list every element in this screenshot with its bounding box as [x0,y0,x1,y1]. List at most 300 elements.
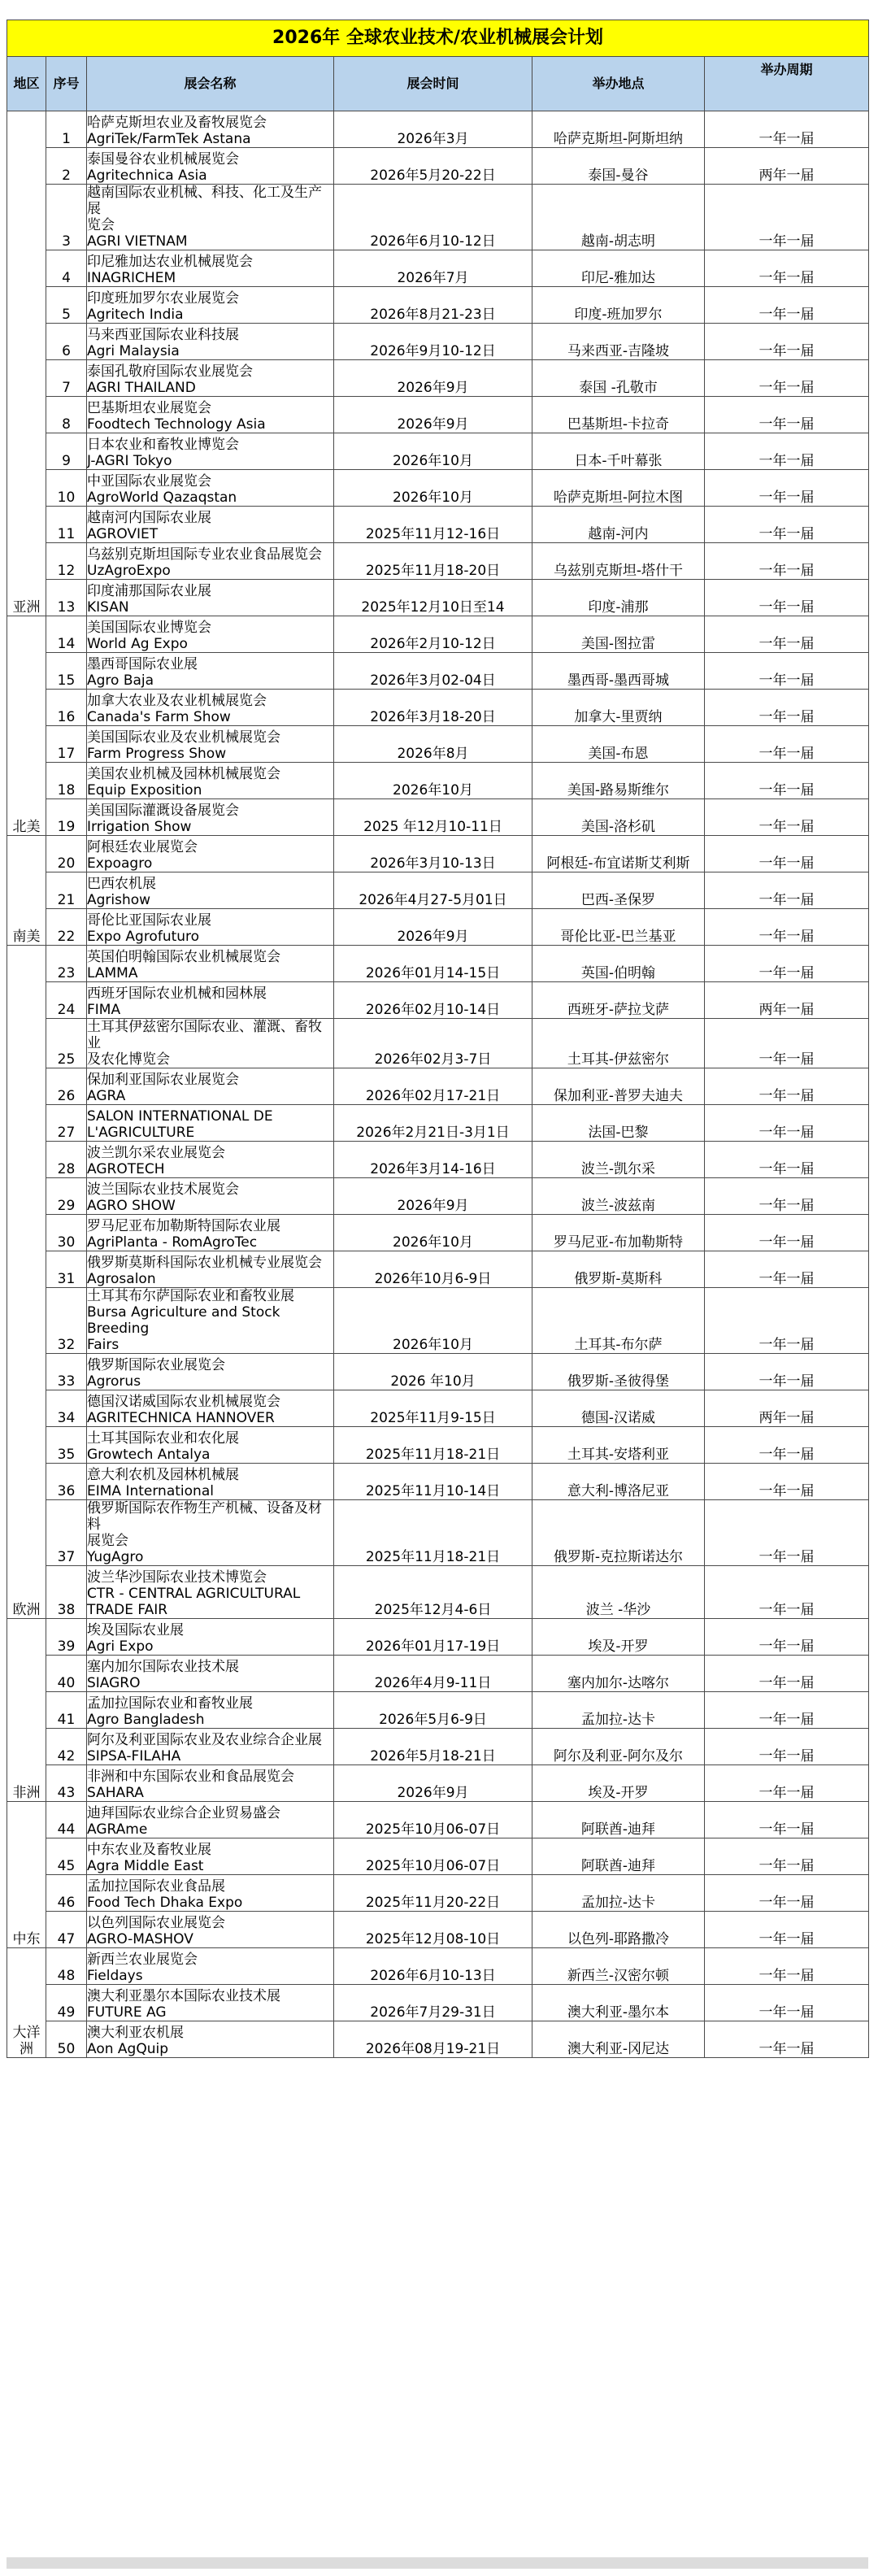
seq-cell: 43 [46,1765,87,1802]
exhibition-name-cell [87,1178,334,1215]
table-row [7,470,869,507]
exhibition-name-cell [87,1838,334,1875]
exhibition-cycle-cell: 一年一届 [705,2021,869,2058]
header-cycle: 举办周期 [705,57,869,111]
table-row [7,1838,869,1875]
exhibition-time-cell: 2026年3月02-04日 [334,653,532,690]
exhibition-cycle-cell: 一年一届 [705,1215,869,1251]
exhibition-name-line: FUTURE AG [87,2004,167,2021]
exhibition-name-line: TRADE FAIR [87,1602,168,1618]
table-row [7,111,869,148]
exhibition-name-line: Equip Exposition [87,782,202,798]
exhibition-name-line: Canada's Farm Show [87,709,231,725]
table-row [7,1142,869,1178]
exhibition-cycle-cell: 一年一届 [705,1985,869,2021]
exhibition-name-line: Fieldays [87,1968,143,1984]
exhibition-time-cell: 2026年01月17-19日 [334,1619,532,1656]
exhibition-name-cell [87,433,334,470]
table-row [7,287,869,324]
exhibition-name-cell [87,111,334,148]
table-row [7,1729,869,1765]
exhibition-name-line: Agrosalon [87,1271,156,1287]
exhibition-name-line: AgriPlanta - RomAgroTec [87,1234,258,1251]
table-row [7,2021,869,2058]
exhibition-place-cell: 波兰 -华沙 [532,1566,705,1619]
exhibition-place-cell: 印尼-雅加达 [532,250,705,287]
exhibition-cycle-cell: 一年一届 [705,616,869,653]
region-cell: 大洋洲 [7,1948,46,2058]
exhibition-name-cell [87,1985,334,2021]
exhibition-time-cell: 2026年10月 [334,470,532,507]
table-row [7,1912,869,1948]
exhibition-time-cell: 2025年12月08-10日 [334,1912,532,1948]
seq-cell: 33 [46,1354,87,1390]
exhibition-name-line: INAGRICHEM [87,270,176,286]
seq-cell: 23 [46,946,87,982]
table-row [7,360,869,397]
exhibition-name-line: KISAN [87,599,129,616]
exhibition-name-line: 巴西农机展 [87,876,156,892]
exhibition-place-cell: 美国-图拉雷 [532,616,705,653]
exhibition-place-cell: 泰国 -孔敬市 [532,360,705,397]
exhibition-name-cell [87,185,334,250]
exhibition-name-line: 美国农业机械及园林机械展览会 [87,766,280,782]
table-row [7,690,869,726]
exhibition-place-cell: 孟加拉-达卡 [532,1875,705,1912]
exhibition-cycle-cell: 一年一届 [705,360,869,397]
seq-cell: 2 [46,148,87,185]
region-cell: 中东 [7,1802,46,1948]
exhibition-place-cell: 阿联酋-迪拜 [532,1838,705,1875]
exhibition-name-line: 孟加拉国际农业食品展 [87,1878,225,1895]
seq-cell: 1 [46,111,87,148]
exhibition-name-cell [87,1354,334,1390]
table-row [7,1656,869,1692]
exhibition-name-line: 波兰华沙国际农业技术博览会 [87,1569,267,1586]
exhibition-name-line: 俄罗斯国际农作物生产机械、设备及材料 [87,1500,322,1533]
seq-cell: 48 [46,1948,87,1985]
exhibition-time-cell: 2026年02月3-7日 [334,1019,532,1068]
exhibition-place-cell: 哥伦比亚-巴兰基亚 [532,909,705,946]
exhibition-time-cell: 2026年9月 [334,360,532,397]
exhibition-name-cell [87,1566,334,1619]
seq-cell: 47 [46,1912,87,1948]
exhibition-name-line: 泰国曼谷农业机械展览会 [87,151,239,168]
table-row [7,1019,869,1068]
seq-cell: 20 [46,836,87,872]
exhibition-name-line: 巴基斯坦农业展览会 [87,400,211,416]
seq-cell: 37 [46,1500,87,1566]
seq-cell: 29 [46,1178,87,1215]
exhibition-cycle-cell: 一年一届 [705,1354,869,1390]
seq-cell: 19 [46,799,87,836]
bottom-scroll-band [7,2557,868,2569]
exhibition-time-cell: 2026年5月20-22日 [334,148,532,185]
exhibition-time-cell: 2025年11月12-16日 [334,507,532,543]
exhibition-time-cell: 2026年2月10-12日 [334,616,532,653]
exhibition-cycle-cell: 一年一届 [705,397,869,433]
exhibition-name-line: 览会 [87,217,115,233]
exhibition-cycle-cell: 一年一届 [705,1656,869,1692]
exhibition-name-line: 加拿大农业及农业机械展览会 [87,693,267,709]
exhibition-name-cell [87,1390,334,1427]
table-row [7,250,869,287]
exhibition-name-cell [87,580,334,616]
exhibition-name-cell [87,1251,334,1288]
exhibition-name-cell [87,360,334,397]
seq-cell: 21 [46,872,87,909]
exhibition-place-cell: 哈萨克斯坦-阿斯坦纳 [532,111,705,148]
exhibition-cycle-cell: 一年一届 [705,1251,869,1288]
exhibition-time-cell: 2026年9月 [334,1765,532,1802]
region-cell: 南美 [7,836,46,946]
seq-cell: 34 [46,1390,87,1427]
exhibition-name-cell [87,1729,334,1765]
exhibition-name-line: Agro Bangladesh [87,1712,205,1728]
exhibition-cycle-cell: 一年一届 [705,909,869,946]
exhibition-time-cell: 2025 年12月10-11日 [334,799,532,836]
exhibition-name-cell [87,1948,334,1985]
seq-cell: 40 [46,1656,87,1692]
exhibition-name-cell [87,872,334,909]
seq-cell: 14 [46,616,87,653]
region-cell: 非洲 [7,1619,46,1802]
exhibition-cycle-cell: 一年一届 [705,433,869,470]
exhibition-place-cell: 马来西亚-吉隆坡 [532,324,705,360]
seq-cell: 45 [46,1838,87,1875]
seq-cell: 3 [46,185,87,250]
exhibition-name-cell [87,1068,334,1105]
exhibition-cycle-cell: 一年一届 [705,1802,869,1838]
exhibition-time-cell: 2026年10月 [334,1215,532,1251]
seq-cell: 7 [46,360,87,397]
table-row [7,1105,869,1142]
exhibition-cycle-cell: 一年一届 [705,1948,869,1985]
exhibition-cycle-cell: 一年一届 [705,287,869,324]
exhibition-place-cell: 阿尔及利亚-阿尔及尔 [532,1729,705,1765]
exhibition-name-line: Expoagro [87,855,153,872]
exhibition-place-cell: 乌兹别克斯坦-塔什干 [532,543,705,580]
exhibition-name-cell [87,690,334,726]
table-row [7,580,869,616]
exhibition-place-cell: 澳大利亚-墨尔本 [532,1985,705,2021]
exhibition-cycle-cell: 一年一届 [705,1464,869,1500]
exhibition-time-cell: 2025年11月18-21日 [334,1500,532,1566]
exhibition-place-cell: 埃及-开罗 [532,1765,705,1802]
exhibition-name-line: 罗马尼亚布加勒斯特国际农业展 [87,1218,280,1234]
exhibition-time-cell: 2026 年10月 [334,1354,532,1390]
exhibition-cycle-cell: 两年一届 [705,982,869,1019]
exhibition-cycle-cell: 一年一届 [705,1068,869,1105]
exhibition-name-line: World Ag Expo [87,636,188,652]
exhibition-table [7,20,869,2058]
exhibition-name-line: Expo Agrofuturo [87,929,200,945]
exhibition-name-line: AGRO SHOW [87,1198,176,1214]
exhibition-name-line: SALON INTERNATIONAL DE [87,1108,273,1125]
exhibition-name-line: 越南河内国际农业展 [87,510,211,526]
exhibition-name-line: 土耳其布尔萨国际农业和畜牧业展 [87,1288,294,1304]
exhibition-time-cell: 2026年02月10-14日 [334,982,532,1019]
exhibition-name-line: 乌兹别克斯坦国际专业农业食品展览会 [87,546,322,563]
region-cell: 北美 [7,616,46,836]
exhibition-time-cell: 2026年9月 [334,909,532,946]
exhibition-place-cell: 美国-布恩 [532,726,705,763]
seq-cell: 4 [46,250,87,287]
exhibition-name-line: CTR - CENTRAL AGRICULTURAL [87,1586,301,1602]
exhibition-name-line: 迪拜国际农业综合企业贸易盛会 [87,1805,280,1821]
exhibition-cycle-cell: 一年一届 [705,690,869,726]
exhibition-cycle-cell: 一年一届 [705,1765,869,1802]
exhibition-place-cell: 俄罗斯-莫斯科 [532,1251,705,1288]
exhibition-place-cell: 巴基斯坦-卡拉奇 [532,397,705,433]
exhibition-cycle-cell: 一年一届 [705,946,869,982]
exhibition-cycle-cell: 两年一届 [705,148,869,185]
exhibition-time-cell: 2026年10月6-9日 [334,1251,532,1288]
exhibition-name-line: 印度浦那国际农业展 [87,583,211,599]
table-row [7,799,869,836]
exhibition-place-cell: 波兰-波兹南 [532,1178,705,1215]
seq-cell: 8 [46,397,87,433]
exhibition-name-line: 中东农业及畜牧业展 [87,1842,211,1858]
exhibition-name-line: Agri Expo [87,1638,154,1655]
exhibition-name-line: 以色列国际农业展览会 [87,1915,225,1931]
table-row [7,616,869,653]
exhibition-cycle-cell: 一年一届 [705,872,869,909]
exhibition-name-line: 土耳其伊兹密尔国际农业、灌溉、畜牧业 [87,1019,322,1051]
seq-cell: 25 [46,1019,87,1068]
exhibition-name-line: Bursa Agriculture and Stock Breeding [87,1304,280,1337]
seq-cell: 31 [46,1251,87,1288]
seq-cell: 6 [46,324,87,360]
exhibition-name-cell [87,287,334,324]
table-row [7,507,869,543]
exhibition-name-cell [87,616,334,653]
exhibition-name-line: 展览会 [87,1533,128,1549]
exhibition-name-cell [87,1215,334,1251]
exhibition-time-cell: 2026年3月18-20日 [334,690,532,726]
exhibition-place-cell: 埃及-开罗 [532,1619,705,1656]
exhibition-name-cell [87,1500,334,1566]
exhibition-time-cell: 2025年11月18-20日 [334,543,532,580]
exhibition-name-line: 德国汉诺威国际农业机械展览会 [87,1394,280,1410]
seq-cell: 38 [46,1566,87,1619]
exhibition-time-cell: 2026年3月10-13日 [334,836,532,872]
table-row [7,1390,869,1427]
exhibition-name-line: 埃及国际农业展 [87,1622,184,1638]
exhibition-name-line: 非洲和中东国际农业和食品展览会 [87,1769,294,1785]
exhibition-place-cell: 以色列-耶路撒冷 [532,1912,705,1948]
exhibition-cycle-cell: 一年一届 [705,543,869,580]
seq-cell: 35 [46,1427,87,1464]
exhibition-name-line: 美国国际农业及农业机械展览会 [87,729,280,746]
exhibition-name-line: 美国国际灌溉设备展览会 [87,803,239,819]
exhibition-cycle-cell: 一年一届 [705,1500,869,1566]
table-row [7,543,869,580]
exhibition-time-cell: 2025年11月20-22日 [334,1875,532,1912]
exhibition-name-line: YugAgro [87,1549,144,1565]
exhibition-time-cell: 2025年10月06-07日 [334,1802,532,1838]
exhibition-place-cell: 墨西哥-墨西哥城 [532,653,705,690]
exhibition-place-cell: 土耳其-安塔利亚 [532,1427,705,1464]
exhibition-time-cell: 2026年2月21日-3月1日 [334,1105,532,1142]
exhibition-name-cell [87,397,334,433]
exhibition-place-cell: 阿根廷-布宜诺斯艾利斯 [532,836,705,872]
table-row [7,653,869,690]
exhibition-name-cell [87,2021,334,2058]
exhibition-place-cell: 俄罗斯-圣彼得堡 [532,1354,705,1390]
exhibition-time-cell: 2025年12月4-6日 [334,1566,532,1619]
exhibition-name-cell [87,1692,334,1729]
exhibition-cycle-cell: 一年一届 [705,763,869,799]
exhibition-name-line: Agritechnica Asia [87,168,207,184]
seq-cell: 22 [46,909,87,946]
seq-cell: 50 [46,2021,87,2058]
exhibition-name-line: 新西兰农业展览会 [87,1952,198,1968]
seq-cell: 13 [46,580,87,616]
exhibition-cycle-cell: 一年一届 [705,111,869,148]
exhibition-place-cell: 哈萨克斯坦-阿拉木图 [532,470,705,507]
exhibition-place-cell: 英国-伯明翰 [532,946,705,982]
seq-cell: 15 [46,653,87,690]
exhibition-name-line: 塞内加尔国际农业技术展 [87,1659,239,1675]
exhibition-time-cell: 2026年7月29-31日 [334,1985,532,2021]
exhibition-name-line: 马来西亚国际农业科技展 [87,327,239,343]
table-row [7,1802,869,1838]
exhibition-name-line: Agro Baja [87,672,154,689]
exhibition-time-cell: 2026年10月 [334,1288,532,1354]
exhibition-time-cell: 2026年8月21-23日 [334,287,532,324]
exhibition-place-cell: 越南-胡志明 [532,185,705,250]
exhibition-place-cell: 新西兰-汉密尔顿 [532,1948,705,1985]
table-row [7,1875,869,1912]
header-region: 地区 [7,57,46,111]
exhibition-time-cell: 2025年12月10日至14 [334,580,532,616]
table-row [7,836,869,872]
exhibition-name-line: J-AGRI Tokyo [87,453,172,469]
exhibition-name-line: 哥伦比亚国际农业展 [87,912,211,929]
exhibition-time-cell: 2025年10月06-07日 [334,1838,532,1875]
exhibition-name-line: 墨西哥国际农业展 [87,656,198,672]
exhibition-place-cell: 日本-千叶幕张 [532,433,705,470]
exhibition-name-line: AGRITECHNICA HANNOVER [87,1410,275,1426]
exhibition-name-line: Agritech India [87,307,184,323]
seq-cell: 27 [46,1105,87,1142]
table-row [7,1500,869,1566]
exhibition-name-line: UzAgroExpo [87,563,171,579]
exhibition-name-cell [87,148,334,185]
table-row [7,1566,869,1619]
seq-cell: 30 [46,1215,87,1251]
exhibition-cycle-cell: 一年一届 [705,653,869,690]
exhibition-time-cell: 2026年5月18-21日 [334,1729,532,1765]
table-row [7,1354,869,1390]
exhibition-name-line: 英国伯明翰国际农业机械展览会 [87,949,280,965]
seq-cell: 5 [46,287,87,324]
exhibition-name-line: SIAGRO [87,1675,141,1691]
seq-cell: 24 [46,982,87,1019]
exhibition-name-cell [87,1656,334,1692]
exhibition-time-cell: 2026年01月14-15日 [334,946,532,982]
exhibition-name-line: Agrishow [87,892,151,908]
exhibition-place-cell: 波兰-凯尔采 [532,1142,705,1178]
exhibition-name-cell [87,1105,334,1142]
exhibition-cycle-cell: 一年一届 [705,185,869,250]
exhibition-name-cell [87,470,334,507]
exhibition-cycle-cell: 一年一届 [705,1692,869,1729]
exhibition-time-cell: 2025年11月10-14日 [334,1464,532,1500]
exhibition-name-cell [87,324,334,360]
exhibition-place-cell: 泰国-曼谷 [532,148,705,185]
table-row [7,148,869,185]
exhibition-name-line: 印尼雅加达农业机械展览会 [87,254,253,270]
exhibition-name-line: FIMA [87,1002,121,1018]
seq-cell: 26 [46,1068,87,1105]
exhibition-name-line: 越南国际农业机械、科技、化工及生产展 [87,185,322,217]
exhibition-cycle-cell: 一年一届 [705,470,869,507]
table-row [7,946,869,982]
table-row [7,1619,869,1656]
exhibition-time-cell: 2026年10月 [334,433,532,470]
exhibition-name-line: 泰国孔敬府国际农业展览会 [87,363,253,380]
exhibition-name-line: AGRI VIETNAM [87,233,188,250]
exhibition-name-line: Irrigation Show [87,819,192,835]
exhibition-name-cell [87,1765,334,1802]
exhibition-place-cell: 孟加拉-达卡 [532,1692,705,1729]
exhibition-cycle-cell: 一年一届 [705,1619,869,1656]
exhibition-name-line: 及农化博览会 [87,1051,170,1068]
exhibition-name-line: 西班牙国际农业机械和园林展 [87,986,267,1002]
exhibition-time-cell: 2026年4月27-5月01日 [334,872,532,909]
exhibition-name-line: Growtech Antalya [87,1447,211,1463]
exhibition-name-cell [87,507,334,543]
exhibition-name-cell [87,1875,334,1912]
exhibition-place-cell: 罗马尼亚-布加勒斯特 [532,1215,705,1251]
exhibition-cycle-cell: 一年一届 [705,1105,869,1142]
exhibition-name-line: 澳大利亚墨尔本国际农业技术展 [87,1988,280,2004]
exhibition-name-cell [87,1912,334,1948]
exhibition-time-cell: 2026年02月17-21日 [334,1068,532,1105]
exhibition-time-cell: 2026年4月9-11日 [334,1656,532,1692]
exhibition-cycle-cell: 一年一届 [705,1288,869,1354]
table-row [7,726,869,763]
exhibition-place-cell: 美国-路易斯维尔 [532,763,705,799]
region-cell: 亚洲 [7,111,46,616]
exhibition-name-line: Agrorus [87,1373,141,1390]
exhibition-name-line: 波兰国际农业技术展览会 [87,1181,239,1198]
seq-cell: 11 [46,507,87,543]
exhibition-cycle-cell: 一年一届 [705,836,869,872]
exhibition-name-cell [87,1288,334,1354]
exhibition-name-cell [87,726,334,763]
exhibition-name-line: 印度班加罗尔农业展览会 [87,290,239,307]
table-row [7,324,869,360]
table-row [7,872,869,909]
table-row [7,909,869,946]
exhibition-name-line: 波兰凯尔采农业展览会 [87,1145,225,1161]
exhibition-name-line: Agra Middle East [87,1858,204,1874]
seq-cell: 18 [46,763,87,799]
seq-cell: 17 [46,726,87,763]
exhibition-cycle-cell: 一年一届 [705,1566,869,1619]
exhibition-time-cell: 2026年10月 [334,763,532,799]
header-name: 展会名称 [87,57,334,111]
table-title: 2026年 全球农业技术/农业机械展会计划 [7,20,869,57]
table-row [7,433,869,470]
seq-cell: 39 [46,1619,87,1656]
exhibition-place-cell: 阿联酋-迪拜 [532,1802,705,1838]
exhibition-time-cell: 2026年7月 [334,250,532,287]
table-row [7,1215,869,1251]
